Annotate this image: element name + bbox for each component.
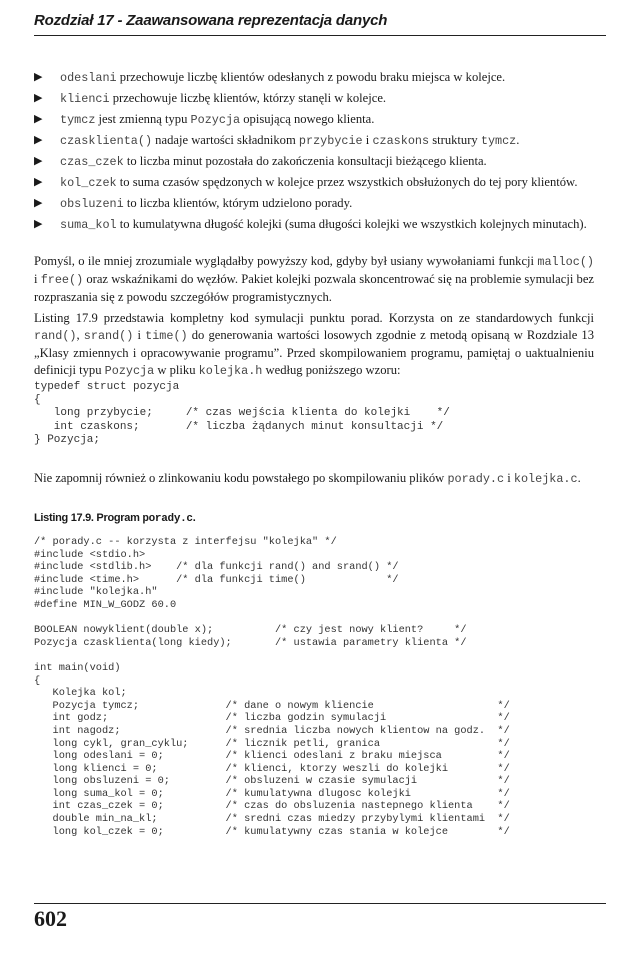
bullet-item: ▶ tymcz jest zmienną typu Pozycja opisującą nowego klienta. [34,112,375,127]
bullet-item: ▶ odeslani przechowuje liczbę klientów odesłanych z powodu braku miejsca w kolejce. [34,70,506,85]
bullet-item: ▶ klienci przechowuje liczbę klientów, którzy stanęli w kolejce. [34,91,387,106]
inline-code: suma_kol [60,218,117,232]
inline-code: obsluzeni [60,197,124,211]
bullet-arrow-icon: ▶ [34,113,43,125]
listing-caption: Listing 17.9. Program porady.c. [34,512,196,525]
bullet-item: ▶ kol_czek to suma czasów spędzonych w kolejce przez wszystkich obsłużonych do tej pory klientów. [34,175,578,190]
code-listing: /* porady.c -- korzysta z interfejsu "kolejka" */ #include <stdio.h> #include <stdlib.h> /* dla funkcji rand() and srand() */ #include <time.h> /* dla funkcji time() */ #include "kolejka.h" #define MIN_W_GODZ 60.0 BOOLEAN nowyklient(double x); /* czy jest nowy klient? */ Pozycja czasklienta(long kiedy); /* ustawia parametry klienta */ int main(void) { Kolejka kol; Pozycja tymcz; /* dane o nowym kliencie */ int godz; /* liczba godzin symulacji */ int nagodz; /* srednia liczba nowych klientow na godz. */ long cykl, gran_cyklu; /* licznik petli, granica */ long odeslani = 0; /* klienci odeslani z braku miejsca */ long klienci = 0; /* klienci, ktorzy weszli do kolejki */ long obsluzeni = 0; /* obsluzeni w czasie symulacji */ long suma_kol = 0; /* kumulatywna dlugosc kolejki */ int czas_czek = 0; /* czas do obsluzenia nastepnego klienta */ double min_na_kl; /* sredni czas miedzy przybylymi klientami */ long kol_czek = 0; /* kumulatywny czas stania w kolejce */ [34,536,510,838]
bullet-arrow-icon: ▶ [34,134,43,146]
inline-code: czasklienta() [60,134,153,148]
body-paragraph: Listing 17.9 przedstawia kompletny kod symulacji punktu porad. Korzysta on ze standardowych funkcji rand(), srand() i time() do generowania wartości losowych zgodnie z metodą opisaną w Rozdziale 13 „Klasy zmiennych i opracowywanie programu”. Przed skompilowaniem programu, pamiętaj o uaktualnieniu definicji typu Pozycja w pliku kolejka.h według poniższego wzoru: [34,311,595,378]
code-block-typedef: typedef struct pozycja { long przybycie; /* czas wejścia klienta do kolejki */ int czaskons; /* liczba żądanych minut konsultacji */ } Pozycja; [34,381,450,446]
inline-code: czaskons [372,134,430,148]
inline-code: przybycie [298,134,363,148]
inline-code: tymcz [60,113,96,127]
inline-code: kol_czek [60,176,117,190]
body-paragraph: Pomyśl, o ile mniej zrozumiale wyglądałby powyższy kod, gdyby był usiany wywołaniami funkcji malloc() i free() oraz wskaźnikami do węzłów. Pakiet kolejki pozwala skoncentrować się na problemie symulacji bez rozpraszania się z powodu szczegółów programistycznych. [34,254,594,304]
page-number: 602 [34,906,67,931]
bullet-item: ▶ czas_czek to liczba minut pozostała do zakończenia konsultacji bieżącego klienta. [34,154,487,169]
bullet-item: ▶ obsluzeni to liczba klientów, którym udzielono porady. [34,196,353,211]
inline-code: odeslani [60,71,117,85]
inline-code: czas_czek [60,155,124,169]
bullet-item: ▶ suma_kol to kumulatywna długość kolejki (suma długości kolejki we wszystkich kolejnych minutach). [34,217,587,232]
bullet-arrow-icon: ▶ [34,176,43,188]
inline-code: Pozycja [190,113,241,127]
bullet-arrow-icon: ▶ [34,155,43,167]
inline-code: klienci [60,92,110,106]
bullet-arrow-icon: ▶ [34,218,43,230]
body-paragraph: Nie zapomnij również o zlinkowaniu kodu powstałego po skompilowaniu plików porady.c i kolejka.c. [34,471,581,486]
bullet-item: ▶ czasklienta() nadaje wartości składnikom przybycie i czaskons struktury tymcz. [34,133,520,148]
bullet-arrow-icon: ▶ [34,197,43,209]
bullet-arrow-icon: ▶ [34,92,43,104]
running-header: Rozdział 17 - Zaawansowana reprezentacja danych [34,12,388,29]
footer-rule [34,903,606,904]
inline-code: tymcz [480,134,517,148]
bullet-arrow-icon: ▶ [34,71,43,83]
header-rule [34,35,606,36]
